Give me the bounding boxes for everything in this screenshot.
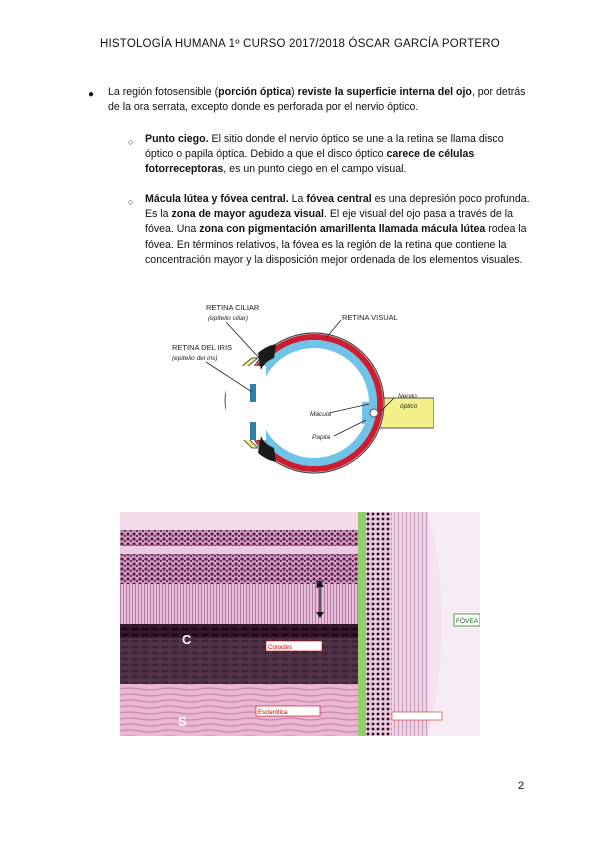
bullet-dot-icon: ● <box>88 89 95 100</box>
label-p: P <box>316 580 323 591</box>
label-nervio: Nervio <box>398 393 417 400</box>
eye-diagram-svg <box>166 298 434 500</box>
micrograph-fovea-svg <box>366 512 480 736</box>
eye-retina-diagram <box>166 298 434 500</box>
label-fovea: FÓVEA <box>456 618 479 625</box>
page-header: HISTOLOGÍA HUMANA 1º CURSO 2017/2018 ÓSCAR GARCÍA PORTERO <box>100 38 500 50</box>
micrograph-fovea <box>366 512 480 736</box>
paragraph-punto-ciego: Punto ciego. El sitio donde el nervio óptico se une a la retina se llama disco óptico o papila óptica. Debido a que el disco óptico carece de células fotorreceptoras, es un punto ciego en el campo visual. <box>145 133 504 176</box>
label-coroides: Coroides <box>268 645 293 651</box>
circle-bullet-icon: ○ <box>128 197 134 207</box>
micrograph-retina <box>120 512 358 736</box>
page-number: 2 <box>518 780 525 792</box>
label-esclerotica: Esclerótica <box>258 710 288 716</box>
label-retina-visual: RETINA VISUAL <box>342 313 398 322</box>
circle-bullet-icon: ○ <box>128 137 134 147</box>
label-s: S <box>178 714 187 729</box>
label-epitelio-ciliar: (epitelio ciliar) <box>208 315 249 322</box>
label-macula: Mácula <box>310 411 331 418</box>
micrograph-retina-svg <box>120 512 358 736</box>
label-papila: Papila <box>312 434 331 441</box>
paragraph-region-fotosensible: La región fotosensible (porción óptica) reviste la superficie interna del ojo, por detrás de la ora serrata, excepto donde es perforada por el nervio óptico. <box>108 86 526 114</box>
label-c: C <box>182 632 192 647</box>
green-divider <box>358 512 366 736</box>
label-retina-ciliar: RETINA CILIAR <box>206 303 260 312</box>
paragraph-macula-fovea: Mácula lútea y fóvea central. La fóvea central es una depresión poco profunda. Es la zona de mayor agudeza visual. El eje visual del ojo pasa a través de la fóvea. Una zona con pigmentación amarillenta llamada mácula lútea rodea la fóvea. En términos relativos, la fóvea es la región de la retina que contiene la concentración mayor y la disposición mejor ordenada de los elementos visuales. <box>145 193 530 266</box>
label-retina-iris: RETINA DEL IRIS <box>172 343 233 352</box>
label-optico: óptico <box>400 403 418 410</box>
label-epitelio-iris: (epitelio del iris) <box>172 355 218 362</box>
